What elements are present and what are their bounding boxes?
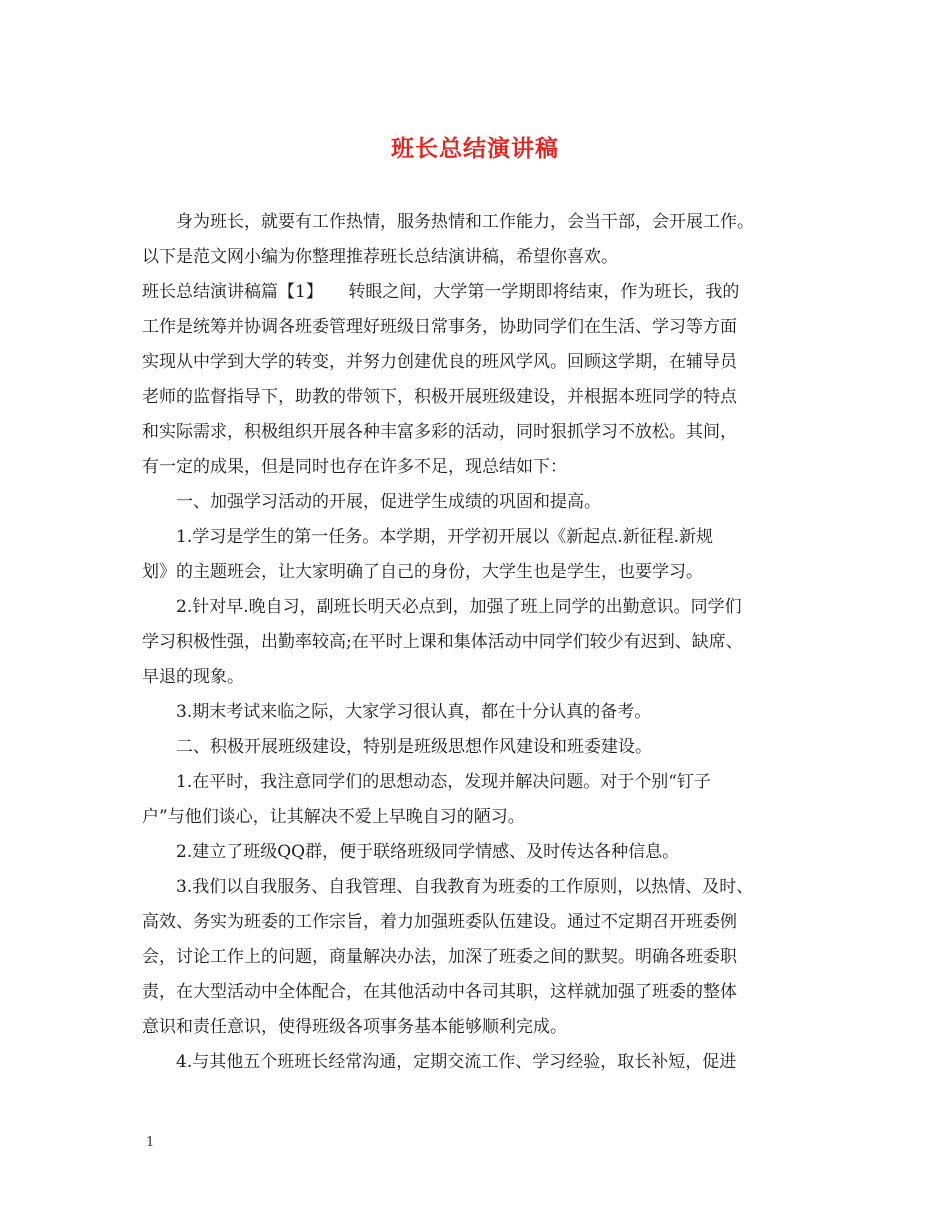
- body-line: 班长总结演讲稿篇【1】 转眼之间，大学第一学期即将结束，作为班长，我的: [142, 282, 740, 302]
- body-line: 学习积极性强，出勤率较高;在平时上课和集体活动中同学们较少有迟到、缺席、: [142, 632, 743, 652]
- body-line: 1.学习是学生的第一任务。本学期，开学初开展以《新起点.新征程.新规: [142, 527, 714, 547]
- page-number: 1: [146, 1135, 155, 1150]
- body-line: 户”与他们谈心，让其解决不爱上早晚自习的陋习。: [142, 807, 525, 827]
- document-body: [142, 205, 832, 1080]
- body-line: 责，在大型活动中全体配合，在其他活动中各司其职，这样就加强了班委的整体: [142, 982, 737, 1002]
- body-line: 会，讨论工作上的问题，商量解决办法，加深了班委之间的默契。明确各班委职: [142, 947, 737, 967]
- body-line: 有一定的成果，但是同时也存在许多不足，现总结如下：: [142, 457, 567, 477]
- body-line: 实现从中学到大学的转变，并努力创建优良的班风学风。回顾这学期，在辅导员: [142, 352, 737, 372]
- body-line: 划》的主题班会，让大家明确了自己的身份，大学生也是学生，也要学习。: [142, 562, 703, 582]
- body-line: 和实际需求，积极组织开展各种丰富多彩的活动，同时狠抓学习不放松。其间，: [142, 422, 737, 442]
- body-line: 高效、务实为班委的工作宗旨，着力加强班委队伍建设。通过不定期召开班委例: [142, 912, 737, 932]
- body-line: 3.期末考试来临之际，大家学习很认真，都在十分认真的备考。: [142, 702, 652, 722]
- body-line: 2.针对早.晚自习，副班长明天必点到，加强了班上同学的出勤意识。同学们: [142, 597, 742, 617]
- body-line: 1.在平时，我注意同学们的思想动态，发现并解决问题。对于个别“钉子: [142, 772, 711, 792]
- body-line: 工作是统筹并协调各班委管理好班级日常事务，协助同学们在生活、学习等方面: [142, 317, 737, 337]
- body-line: 早退的现象。: [142, 667, 244, 687]
- document-title: 班长总结演讲稿: [391, 135, 559, 162]
- body-line: 身为班长，就要有工作热情，服务热情和工作能力，会当干部，会开展工作。: [142, 212, 754, 232]
- body-line: 2.建立了班级QQ群，便于联络班级同学情感、及时传达各种信息。: [142, 842, 680, 862]
- body-line: 意识和责任意识，使得班级各项事务基本能够顺利完成。: [142, 1017, 567, 1037]
- body-line: 二、积极开展班级建设，特别是班级思想作风建设和班委建设。: [142, 737, 652, 757]
- body-line: 3.我们以自我服务、自我管理、自我教育为班委的工作原则，以热情、及时、: [142, 877, 754, 897]
- body-line: 老师的监督指导下，助教的带领下，积极开展班级建设，并根据本班同学的特点: [142, 387, 737, 407]
- body-line: 一、加强学习活动的开展，促进学生成绩的巩固和提高。: [142, 492, 601, 512]
- body-line: 以下是范文网小编为你整理推荐班长总结演讲稿，希望你喜欢。: [142, 247, 618, 267]
- body-line: 4.与其他五个班班长经常沟通，定期交流工作、学习经验，取长补短，促进: [142, 1052, 737, 1072]
